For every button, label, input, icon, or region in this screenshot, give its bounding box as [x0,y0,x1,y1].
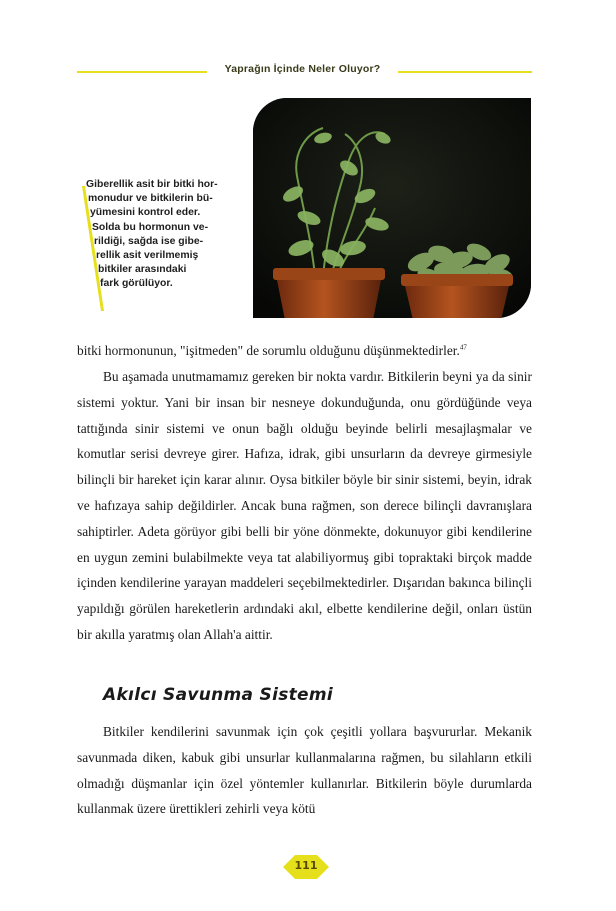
plant-photo [253,98,531,318]
paragraph-nervous-system [77,364,532,648]
caption-line: yümesini kontrol eder. [90,207,201,219]
caption-line: fark görülüyor. [100,278,173,290]
page-number-badge [283,855,329,879]
caption-line: rellik asit verilmemiş [96,250,199,262]
paragraph-continued [77,338,532,364]
section-heading: Akılcı Savunma Sistemi [103,685,334,705]
page-number: 111 [294,859,318,872]
paragraph-text: Bitkiler kendilerini savunmak için çok çeşitli yollara başvururlar. Mekanik savunmada diken, kabuk gibi unsurlar kullanmalarına rağmen, bu silahların etkili olmadığı düşmanlar için özel yöntemler kullanırlar. Bitkilerin böyle durumlarda kullanmak üzere ürettikleri zehirli veya kötü [77,724,532,817]
caption-line: rildiği, sağda ise gibe- [94,235,204,247]
caption-line: Solda bu hormonun ve- [92,221,209,233]
paragraph-defense [77,719,532,822]
plant-comparison-illustration [253,98,531,318]
footnote-ref: 47 [459,343,467,352]
header-rule-left [77,71,207,73]
caption-line: Giberellik asit bir bitki hor- [86,179,218,190]
figure-caption [86,178,238,292]
running-header: Yaprağın İçinde Neler Oluyor? [224,63,381,75]
caption-line: monudur ve bitkilerin bü- [88,193,213,205]
right-pot [401,274,513,318]
header-rule-right [398,71,532,73]
paragraph-text: Bu aşamada unutmamamız gereken bir nokta vardır. Bitkilerin beyni ya da sinir sistemi yoktur. Yani bir insan bir nesneye dokunduğunda, onu gördüğünde veya tattığında sinir sistemi ve onun bağlı olduğu beyinde belirli mesajlaşmalar ve komutlar serisi devreye girer. Hafıza, idrak, gibi unsurların da devreye girmesiyle bilinçli bir hareket için karar alınır. Oysa bitkiler böyle bir sinir sistemi, beyin, idrak ve hafızaya sahip değildirler. Ancak buna rağmen, son derece bilinçli davranışlara sahiptirler. Adeta görüyor gibi belli bir yöne dönmekte, dokunuyor gibi kendilerine en uygun zemini bulabilmekte veya tat alabiliyormuş gibi topraktaki birçok madde içinden kendilerine yarayan maddeleri seçebilmektedirler. Dışarıdan bakınca bilinçli yapıldığı görülen hareketlerin ardındaki akıl, elbette kendilerine değil, onları üstün bir akılla yaratmış olan Allah'a aittir. [77,369,532,642]
left-pot [273,268,385,318]
paragraph-text: bitki hormonunun, "işitmeden" de sorumlu olduğunu düşünmektedirler. [77,343,460,358]
caption-line: bitkiler arasındaki [98,264,187,276]
